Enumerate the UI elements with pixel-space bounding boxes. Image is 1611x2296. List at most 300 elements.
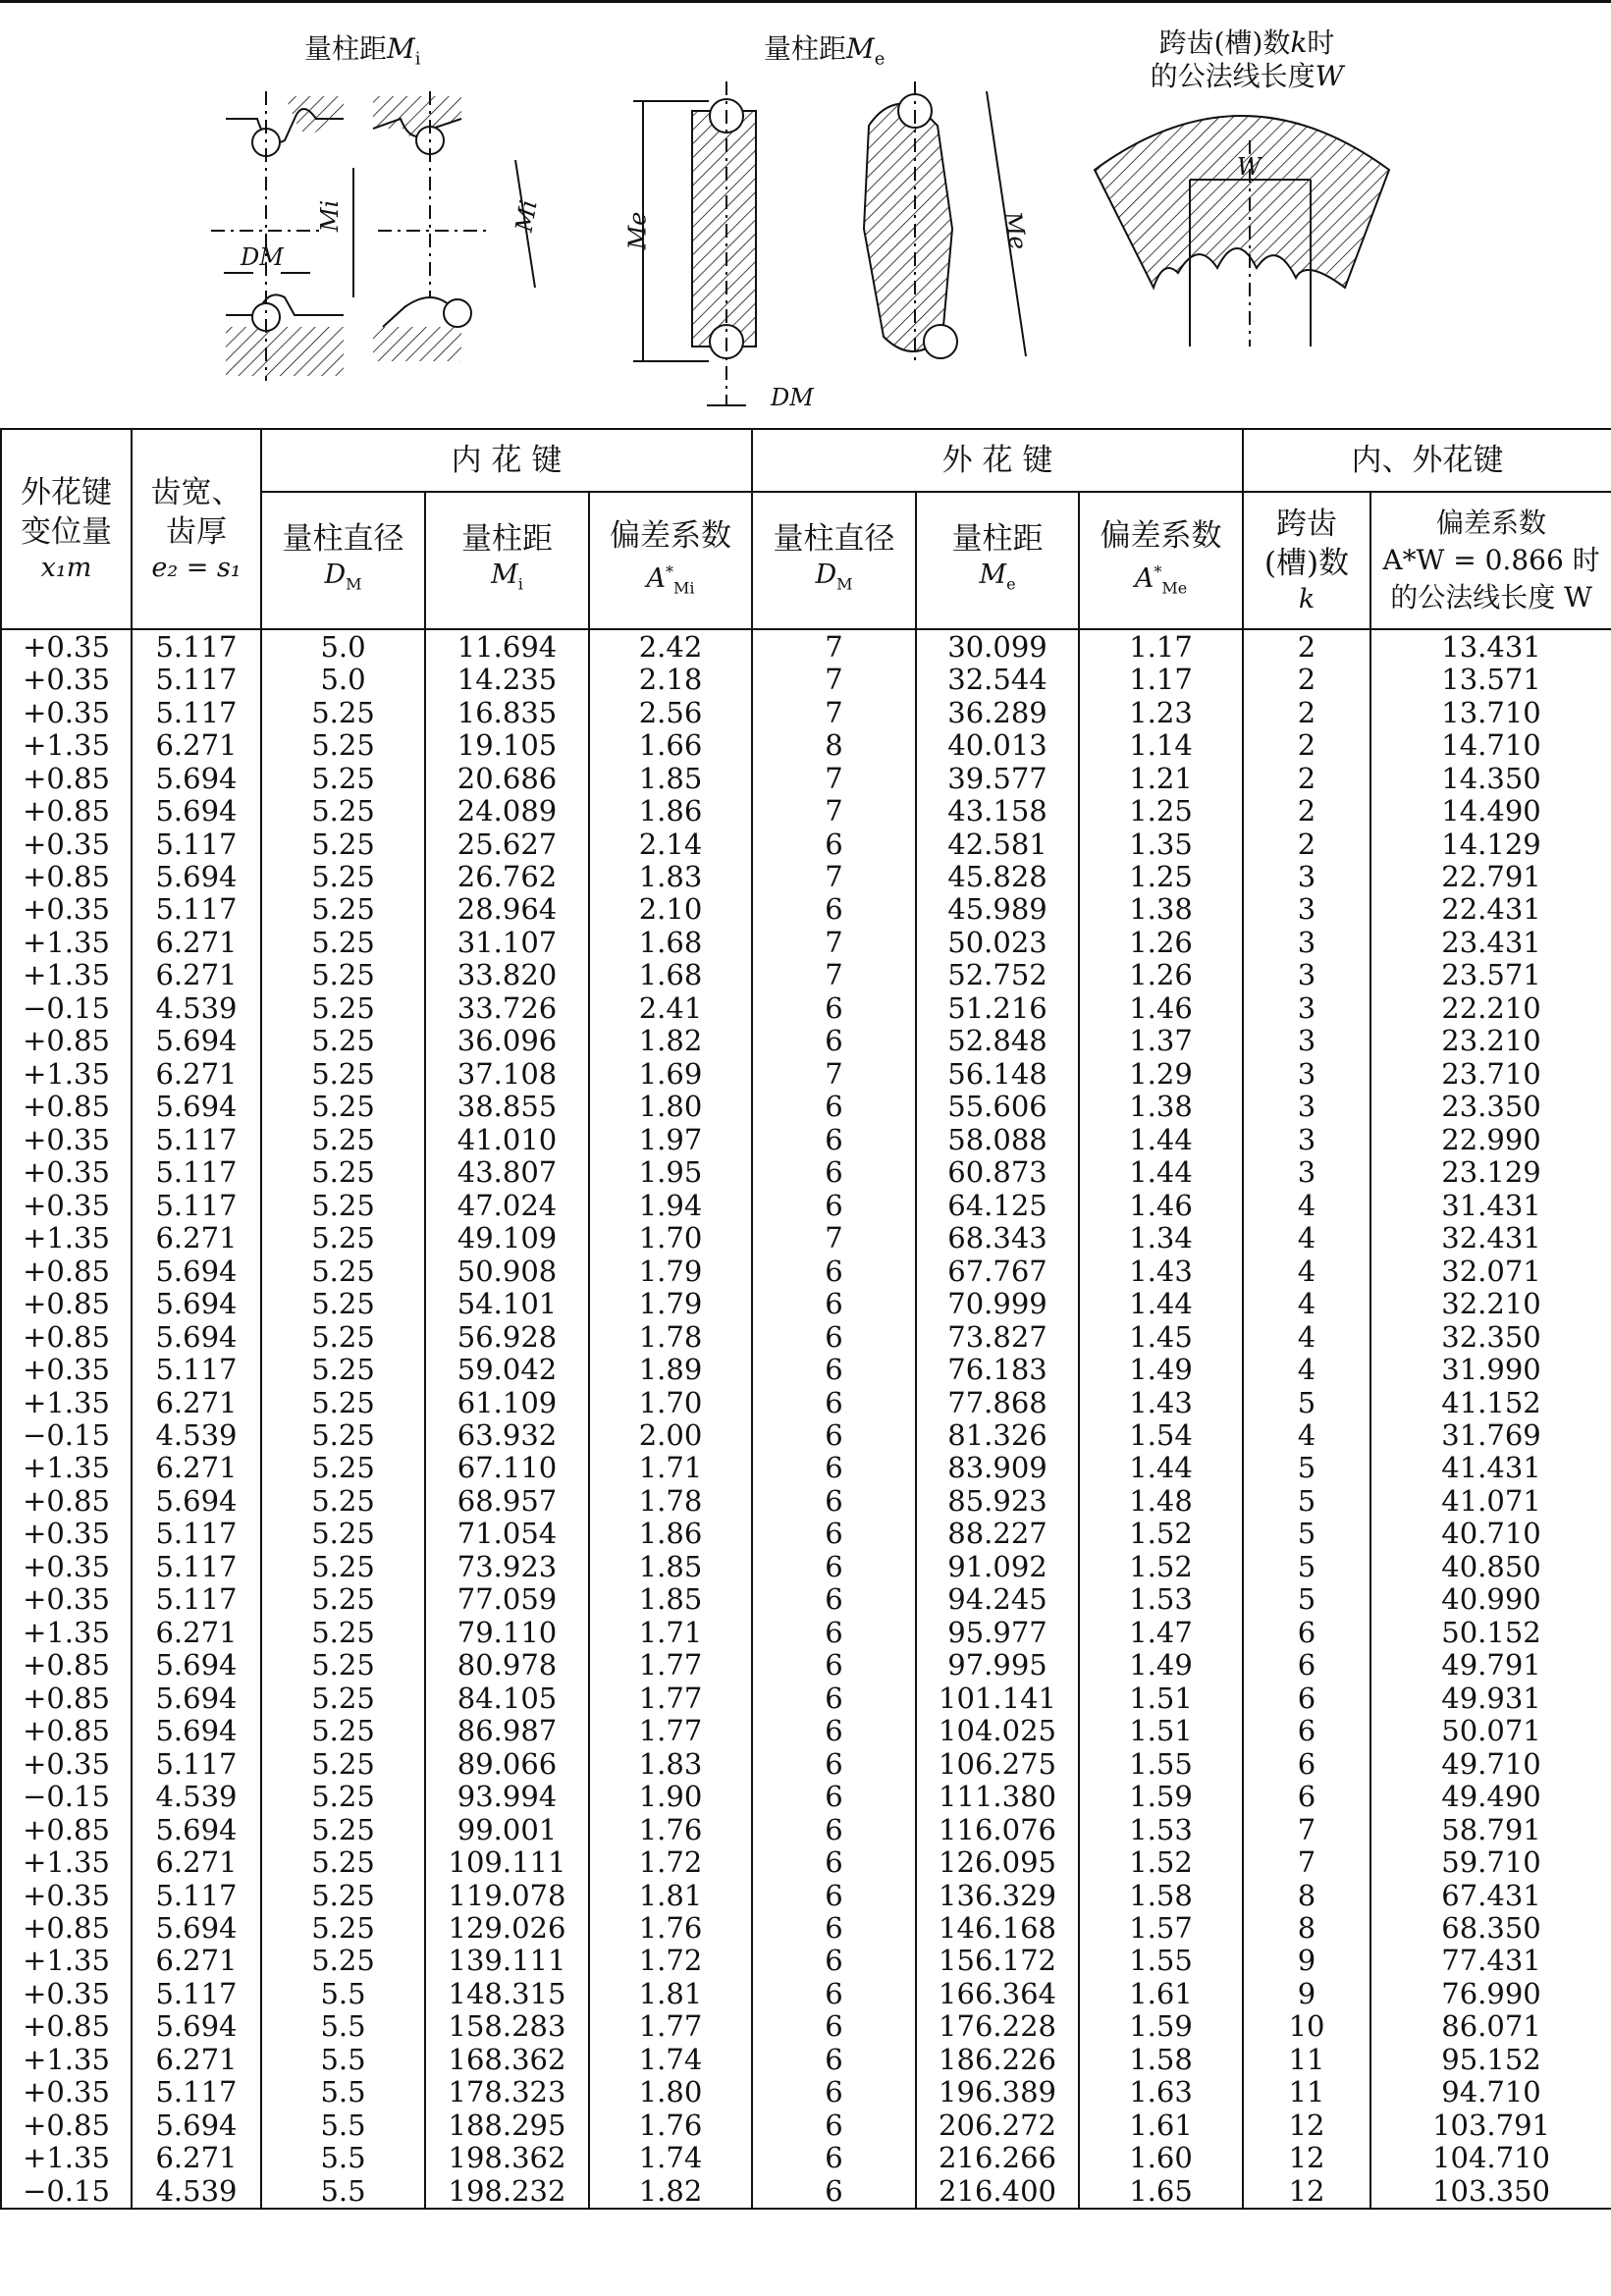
cell-ext-me: 216.400: [916, 2174, 1079, 2208]
cell-int-dm: 5.25: [261, 1550, 425, 1582]
cell-int-dm: 5.25: [261, 794, 425, 827]
header-text: 量柱距: [951, 521, 1044, 558]
cell-int-dm: 5.25: [261, 1780, 425, 1812]
cell-span-k: 2: [1243, 762, 1370, 794]
cell-int-dm: 5.25: [261, 893, 425, 926]
cell-ext-dm: 6: [752, 2010, 916, 2043]
cell-ext-a: 1.59: [1079, 2010, 1243, 2043]
cell-span-k: 5: [1243, 1518, 1370, 1550]
cell-shift: −0.15: [1, 2174, 132, 2208]
cell-ext-a: 1.51: [1079, 1714, 1243, 1746]
cell-span-w: 32.210: [1370, 1287, 1611, 1319]
cell-span-w: 68.350: [1370, 1911, 1611, 1944]
table-row: [1, 629, 1611, 663]
cell-tooth: 6.271: [132, 728, 261, 761]
cell-int-a: 1.77: [589, 1649, 752, 1682]
cell-ext-me: 51.216: [916, 991, 1079, 1024]
cell-ext-dm: 7: [752, 926, 916, 958]
table-row: [1, 1025, 1611, 1057]
label-dm-left: DM: [241, 243, 284, 271]
cell-int-mi: 198.362: [425, 2142, 589, 2174]
cell-shift: +0.85: [1, 1320, 132, 1353]
cell-int-a: 1.68: [589, 959, 752, 991]
cell-shift: +1.35: [1, 1845, 132, 1878]
cell-ext-me: 32.544: [916, 663, 1079, 695]
cell-tooth: 5.694: [132, 1287, 261, 1319]
cell-int-a: 1.79: [589, 1255, 752, 1287]
cell-tooth: 5.694: [132, 1025, 261, 1057]
cell-shift: +1.35: [1, 2142, 132, 2174]
cell-span-k: 6: [1243, 1649, 1370, 1682]
cell-ext-a: 1.57: [1079, 1911, 1243, 1944]
cell-ext-dm: 7: [752, 663, 916, 695]
cell-ext-dm: 6: [752, 1156, 916, 1189]
cell-ext-me: 30.099: [916, 629, 1079, 663]
cell-span-w: 40.990: [1370, 1583, 1611, 1616]
cell-ext-dm: 6: [752, 1977, 916, 2009]
header-int-pin-distance: [425, 492, 589, 629]
cell-ext-a: 1.44: [1079, 1452, 1243, 1484]
cell-ext-dm: 6: [752, 828, 916, 860]
cell-span-k: 12: [1243, 2142, 1370, 2174]
cell-shift: +1.35: [1, 1452, 132, 1484]
cell-int-dm: 5.25: [261, 1649, 425, 1682]
cell-int-mi: 26.762: [425, 860, 589, 892]
cell-span-k: 6: [1243, 1747, 1370, 1780]
cell-span-w: 31.769: [1370, 1418, 1611, 1451]
cell-shift: +0.35: [1, 696, 132, 728]
cell-int-dm: 5.25: [261, 1287, 425, 1319]
cell-tooth: 5.117: [132, 1123, 261, 1155]
cell-span-w: 77.431: [1370, 1945, 1611, 1977]
cell-tooth: 5.694: [132, 1682, 261, 1714]
cell-int-dm: 5.25: [261, 696, 425, 728]
table-row: [1, 860, 1611, 892]
cell-int-a: 1.81: [589, 1977, 752, 2009]
cell-ext-me: 58.088: [916, 1123, 1079, 1155]
cell-int-dm: 5.25: [261, 1189, 425, 1221]
cell-span-k: 4: [1243, 1221, 1370, 1254]
cell-shift: +0.35: [1, 1353, 132, 1385]
cell-tooth: 5.694: [132, 794, 261, 827]
cell-ext-me: 76.183: [916, 1353, 1079, 1385]
table-row: [1, 2043, 1611, 2075]
table-body: [1, 629, 1611, 2209]
cell-ext-a: 1.43: [1079, 1386, 1243, 1418]
cell-tooth: 6.271: [132, 1945, 261, 1977]
cell-ext-me: 166.364: [916, 1977, 1079, 2009]
spline-measurement-table: [0, 428, 1611, 2210]
internal-spline-diagram: [211, 91, 535, 381]
cell-tooth: 5.117: [132, 1747, 261, 1780]
cell-ext-me: 52.848: [916, 1025, 1079, 1057]
cell-ext-dm: 6: [752, 893, 916, 926]
cell-int-dm: 5.25: [261, 1156, 425, 1189]
cell-ext-me: 85.923: [916, 1484, 1079, 1517]
cell-int-mi: 38.855: [425, 1091, 589, 1123]
cell-tooth: 5.117: [132, 663, 261, 695]
cell-int-a: 1.76: [589, 2109, 752, 2141]
header-superscript: *: [666, 561, 673, 581]
cell-span-w: 94.710: [1370, 2076, 1611, 2109]
cell-span-w: 49.710: [1370, 1747, 1611, 1780]
cell-int-a: 1.81: [589, 1879, 752, 1911]
cell-shift: +0.35: [1, 1156, 132, 1189]
cell-span-w: 22.791: [1370, 860, 1611, 892]
cell-int-dm: 5.25: [261, 1386, 425, 1418]
cell-int-mi: 33.726: [425, 991, 589, 1024]
cell-ext-dm: 6: [752, 2109, 916, 2141]
cell-ext-me: 36.289: [916, 696, 1079, 728]
cell-int-dm: 5.5: [261, 2109, 425, 2141]
cell-int-a: 2.42: [589, 629, 752, 663]
cell-ext-dm: 6: [752, 1189, 916, 1221]
cell-span-w: 23.571: [1370, 959, 1611, 991]
cell-tooth: 5.117: [132, 1977, 261, 2009]
header-text: 量柱直径: [773, 521, 895, 558]
cell-ext-dm: 7: [752, 1221, 916, 1254]
cell-span-k: 6: [1243, 1682, 1370, 1714]
cell-span-k: 2: [1243, 629, 1370, 663]
cell-int-dm: 5.25: [261, 1813, 425, 1845]
cell-int-a: 2.18: [589, 663, 752, 695]
table-row: [1, 1255, 1611, 1287]
cell-span-w: 13.710: [1370, 696, 1611, 728]
cell-span-w: 49.490: [1370, 1780, 1611, 1812]
header-symbol: e₂ = s₁: [151, 553, 242, 583]
table-row: [1, 1484, 1611, 1517]
cell-int-a: 1.77: [589, 2010, 752, 2043]
cell-shift: +1.35: [1, 1057, 132, 1090]
cell-span-k: 3: [1243, 991, 1370, 1024]
cell-int-a: 1.71: [589, 1452, 752, 1484]
cell-int-a: 2.41: [589, 991, 752, 1024]
cell-int-dm: 5.25: [261, 1879, 425, 1911]
cell-shift: +1.35: [1, 728, 132, 761]
table-row: [1, 991, 1611, 1024]
cell-span-k: 12: [1243, 2109, 1370, 2141]
cell-shift: +0.35: [1, 2076, 132, 2109]
cell-span-w: 32.431: [1370, 1221, 1611, 1254]
cell-span-k: 3: [1243, 1057, 1370, 1090]
cell-ext-me: 39.577: [916, 762, 1079, 794]
cell-span-k: 9: [1243, 1977, 1370, 2009]
cell-shift: +1.35: [1, 2043, 132, 2075]
cell-ext-dm: 6: [752, 1091, 916, 1123]
cell-int-a: 1.74: [589, 2043, 752, 2075]
cell-tooth: 5.694: [132, 2109, 261, 2141]
cell-tooth: 4.539: [132, 991, 261, 1024]
cell-shift: +0.85: [1, 1025, 132, 1057]
header-symbol: A: [646, 562, 666, 594]
table-row: [1, 728, 1611, 761]
cell-int-mi: 68.957: [425, 1484, 589, 1517]
header-ext-deviation: [1079, 492, 1243, 629]
cell-tooth: 6.271: [132, 1221, 261, 1254]
cell-ext-a: 1.52: [1079, 1845, 1243, 1878]
cell-ext-me: 94.245: [916, 1583, 1079, 1616]
caption-symbol-k: k: [1290, 27, 1308, 59]
cell-shift: +0.35: [1, 663, 132, 695]
label-me-right: Me: [998, 209, 1033, 252]
header-text: 内、外花键: [1351, 443, 1504, 478]
cell-shift: −0.15: [1, 991, 132, 1024]
cell-ext-a: 1.21: [1079, 762, 1243, 794]
cell-shift: +0.35: [1, 1583, 132, 1616]
cell-int-mi: 71.054: [425, 1518, 589, 1550]
cell-ext-a: 1.46: [1079, 991, 1243, 1024]
cell-tooth: 5.694: [132, 1911, 261, 1944]
cell-span-k: 2: [1243, 663, 1370, 695]
cell-ext-a: 1.52: [1079, 1518, 1243, 1550]
cell-ext-dm: 6: [752, 1714, 916, 1746]
cell-int-a: 1.76: [589, 1911, 752, 1944]
caption-symbol: M: [387, 32, 415, 65]
header-external-spline: [752, 429, 1243, 492]
cell-int-mi: 63.932: [425, 1418, 589, 1451]
cell-ext-me: 101.141: [916, 1682, 1079, 1714]
header-text: 外花键: [21, 475, 112, 510]
cell-ext-me: 111.380: [916, 1780, 1079, 1812]
cell-shift: +0.85: [1, 1255, 132, 1287]
table-row: [1, 1649, 1611, 1682]
cell-ext-me: 176.228: [916, 2010, 1079, 2043]
header-int-deviation: [589, 492, 752, 629]
cell-int-dm: 5.25: [261, 1616, 425, 1648]
cell-int-mi: 119.078: [425, 1879, 589, 1911]
cell-ext-me: 95.977: [916, 1616, 1079, 1648]
cell-ext-a: 1.38: [1079, 893, 1243, 926]
cell-int-a: 1.94: [589, 1189, 752, 1221]
cell-int-dm: 5.25: [261, 1945, 425, 1977]
cell-span-k: 12: [1243, 2174, 1370, 2208]
cell-ext-a: 1.61: [1079, 1977, 1243, 2009]
cell-span-w: 23.129: [1370, 1156, 1611, 1189]
cell-ext-dm: 6: [752, 1879, 916, 1911]
cell-int-mi: 93.994: [425, 1780, 589, 1812]
cell-int-dm: 5.25: [261, 1418, 425, 1451]
table-row: [1, 1747, 1611, 1780]
cell-tooth: 6.271: [132, 2043, 261, 2075]
cell-shift: +0.85: [1, 2109, 132, 2141]
cell-span-k: 5: [1243, 1452, 1370, 1484]
cell-span-w: 14.129: [1370, 828, 1611, 860]
cell-tooth: 5.694: [132, 860, 261, 892]
cell-span-k: 5: [1243, 1484, 1370, 1517]
cell-ext-a: 1.44: [1079, 1287, 1243, 1319]
table-row: [1, 696, 1611, 728]
cell-int-a: 1.83: [589, 860, 752, 892]
cell-ext-dm: 6: [752, 1813, 916, 1845]
table-row: [1, 1221, 1611, 1254]
cell-span-k: 3: [1243, 860, 1370, 892]
cell-int-a: 1.77: [589, 1682, 752, 1714]
cell-tooth: 5.117: [132, 1156, 261, 1189]
cell-int-a: 1.85: [589, 762, 752, 794]
cell-int-mi: 31.107: [425, 926, 589, 958]
cell-ext-me: 42.581: [916, 828, 1079, 860]
cell-int-mi: 139.111: [425, 1945, 589, 1977]
cell-int-a: 1.85: [589, 1583, 752, 1616]
cell-shift: +0.35: [1, 1518, 132, 1550]
cell-span-k: 8: [1243, 1911, 1370, 1944]
cell-ext-dm: 6: [752, 1353, 916, 1385]
figure-area: [0, 3, 1611, 427]
cell-shift: +0.85: [1, 2010, 132, 2043]
header-text: 齿厚: [166, 514, 227, 550]
cell-ext-dm: 6: [752, 1649, 916, 1682]
cell-ext-a: 1.25: [1079, 860, 1243, 892]
cell-tooth: 5.117: [132, 1550, 261, 1582]
table-header: [1, 429, 1611, 629]
cell-ext-a: 1.23: [1079, 696, 1243, 728]
cell-shift: +0.85: [1, 860, 132, 892]
header-text: 内 花 键: [451, 443, 563, 478]
table-row: [1, 2109, 1611, 2141]
cell-ext-dm: 6: [752, 1682, 916, 1714]
table-row: [1, 1452, 1611, 1484]
header-both-splines: [1243, 429, 1611, 492]
cell-int-dm: 5.25: [261, 762, 425, 794]
cell-shift: +1.35: [1, 926, 132, 958]
cell-span-w: 86.071: [1370, 2010, 1611, 2043]
cell-ext-me: 68.343: [916, 1221, 1079, 1254]
cell-int-mi: 54.101: [425, 1287, 589, 1319]
cell-ext-a: 1.53: [1079, 1813, 1243, 1845]
cell-ext-dm: 6: [752, 2043, 916, 2075]
cell-ext-a: 1.61: [1079, 2109, 1243, 2141]
cell-int-dm: 5.25: [261, 828, 425, 860]
header-subscript: Me: [1161, 578, 1188, 598]
cell-ext-me: 43.158: [916, 794, 1079, 827]
cell-ext-dm: 7: [752, 762, 916, 794]
cell-tooth: 6.271: [132, 926, 261, 958]
cell-ext-me: 91.092: [916, 1550, 1079, 1582]
cell-ext-me: 45.989: [916, 893, 1079, 926]
cell-int-mi: 89.066: [425, 1747, 589, 1780]
cell-ext-me: 67.767: [916, 1255, 1079, 1287]
header-symbol: A: [1134, 562, 1155, 594]
header-internal-spline: [261, 429, 752, 492]
header-text: 量柱直径: [282, 521, 404, 558]
cell-ext-dm: 6: [752, 1418, 916, 1451]
cell-span-w: 95.152: [1370, 2043, 1611, 2075]
cell-int-mi: 33.820: [425, 959, 589, 991]
cell-tooth: 6.271: [132, 1386, 261, 1418]
cell-ext-a: 1.48: [1079, 1484, 1243, 1517]
header-symbol: M: [979, 560, 1007, 591]
label-mi-right: Mi: [510, 197, 543, 235]
cell-ext-dm: 6: [752, 1386, 916, 1418]
cell-span-k: 5: [1243, 1550, 1370, 1582]
cell-int-dm: 5.25: [261, 1221, 425, 1254]
cell-span-k: 6: [1243, 1714, 1370, 1746]
cell-ext-me: 206.272: [916, 2109, 1079, 2141]
cell-ext-me: 116.076: [916, 1813, 1079, 1845]
cell-ext-dm: 6: [752, 2174, 916, 2208]
cell-tooth: 6.271: [132, 1616, 261, 1648]
cell-tooth: 5.117: [132, 1518, 261, 1550]
cell-span-w: 41.152: [1370, 1386, 1611, 1418]
cell-int-mi: 77.059: [425, 1583, 589, 1616]
table-row: [1, 1057, 1611, 1090]
cell-int-mi: 86.987: [425, 1714, 589, 1746]
header-int-pin-diameter: [261, 492, 425, 629]
cell-int-a: 1.95: [589, 1156, 752, 1189]
table-row: [1, 1320, 1611, 1353]
cell-span-w: 50.071: [1370, 1714, 1611, 1746]
cell-shift: +0.85: [1, 1484, 132, 1517]
table-row: [1, 1091, 1611, 1123]
cell-span-w: 103.791: [1370, 2109, 1611, 2141]
cell-ext-a: 1.54: [1079, 1418, 1243, 1451]
label-me-left: Me: [623, 211, 652, 250]
cell-int-mi: 73.923: [425, 1550, 589, 1582]
cell-ext-dm: 7: [752, 1057, 916, 1090]
cell-span-k: 4: [1243, 1287, 1370, 1319]
cell-ext-me: 196.389: [916, 2076, 1079, 2109]
cell-shift: +0.85: [1, 1649, 132, 1682]
cell-span-w: 40.850: [1370, 1550, 1611, 1582]
cell-ext-me: 81.326: [916, 1418, 1079, 1451]
cell-ext-a: 1.65: [1079, 2174, 1243, 2208]
header-subscript: i: [517, 574, 523, 594]
cell-int-mi: 25.627: [425, 828, 589, 860]
cell-span-w: 67.431: [1370, 1879, 1611, 1911]
cell-tooth: 6.271: [132, 2142, 261, 2174]
cell-ext-dm: 6: [752, 1550, 916, 1582]
cell-tooth: 5.117: [132, 1583, 261, 1616]
cell-span-k: 3: [1243, 1123, 1370, 1155]
table-row: [1, 1813, 1611, 1845]
cell-ext-dm: 7: [752, 860, 916, 892]
header-text: 外 花 键: [941, 443, 1053, 478]
cell-int-mi: 59.042: [425, 1353, 589, 1385]
cell-ext-me: 60.873: [916, 1156, 1079, 1189]
cell-int-dm: 5.25: [261, 1484, 425, 1517]
cell-ext-a: 1.26: [1079, 959, 1243, 991]
cell-ext-dm: 6: [752, 1911, 916, 1944]
table-row: [1, 1123, 1611, 1155]
cell-span-w: 23.350: [1370, 1091, 1611, 1123]
caption-symbol: M: [846, 32, 875, 65]
cell-ext-dm: 6: [752, 2076, 916, 2109]
cell-ext-me: 156.172: [916, 1945, 1079, 1977]
cell-ext-dm: 6: [752, 1747, 916, 1780]
cell-int-mi: 47.024: [425, 1189, 589, 1221]
cell-tooth: 5.117: [132, 828, 261, 860]
header-text: 偏差系数: [1436, 507, 1547, 539]
cell-ext-a: 1.47: [1079, 1616, 1243, 1648]
cell-int-a: 1.72: [589, 1845, 752, 1878]
header-subscript: M: [836, 574, 853, 594]
cell-int-a: 1.71: [589, 1616, 752, 1648]
table-row: [1, 959, 1611, 991]
cell-span-k: 11: [1243, 2076, 1370, 2109]
cell-int-a: 1.97: [589, 1123, 752, 1155]
cell-span-w: 14.350: [1370, 762, 1611, 794]
cell-ext-me: 45.828: [916, 860, 1079, 892]
cell-ext-me: 56.148: [916, 1057, 1079, 1090]
cell-ext-a: 1.29: [1079, 1057, 1243, 1090]
cell-int-mi: 198.232: [425, 2174, 589, 2208]
header-symbol: M: [491, 560, 518, 591]
cell-int-dm: 5.0: [261, 663, 425, 695]
cell-int-mi: 43.807: [425, 1156, 589, 1189]
cell-int-dm: 5.25: [261, 860, 425, 892]
cell-int-a: 1.83: [589, 1747, 752, 1780]
header-text: 偏差系数: [610, 517, 731, 554]
